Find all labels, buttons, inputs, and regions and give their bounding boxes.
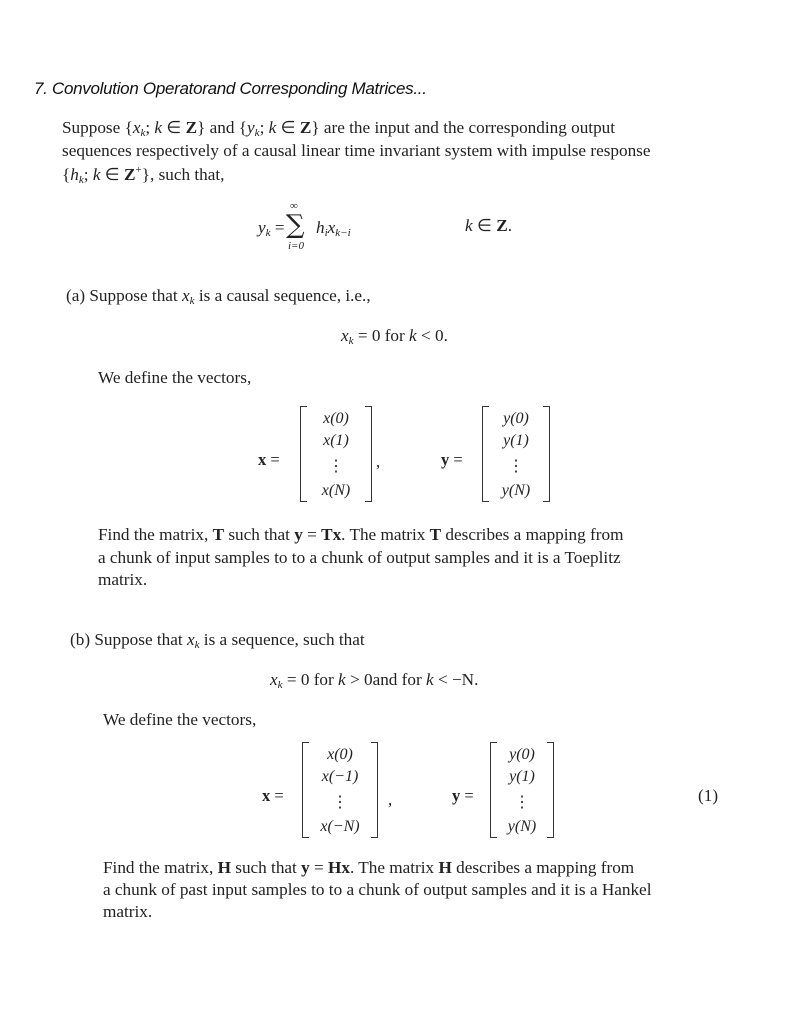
intro-line-3: {$h_k$; k ∈ Z+}, such that, bbox=[62, 164, 225, 186]
comma: , bbox=[388, 790, 393, 809]
part-a-define: We define the vectors, bbox=[98, 368, 252, 387]
part-a-y-vector bbox=[482, 406, 550, 502]
part-b-define: We define the vectors, bbox=[103, 710, 257, 729]
part-b-y-label: y = bbox=[452, 786, 474, 805]
comma: , bbox=[376, 452, 381, 471]
x-entry: x(1) bbox=[323, 432, 349, 449]
part-a-statement: (a) Suppose that $x_k$ is a causal sequence, i.e., bbox=[66, 286, 371, 307]
x-entry: x(0) bbox=[323, 410, 349, 427]
part-a-y-label: y = bbox=[441, 450, 463, 469]
x-entry: x(−N) bbox=[320, 818, 360, 835]
part-a-condition: $x_k = 0$ for k < 0. bbox=[341, 326, 448, 347]
part-b-y-vector bbox=[490, 742, 554, 838]
part-a-x-vector bbox=[300, 406, 372, 502]
x-entry: x(0) bbox=[327, 746, 353, 763]
part-b-x-label: x = bbox=[262, 786, 284, 805]
y-entry: y(N) bbox=[507, 818, 537, 835]
x-entry: x(−1) bbox=[321, 768, 359, 785]
part-b-find-line-3: matrix. bbox=[103, 902, 153, 921]
y-entry: y(N) bbox=[501, 482, 531, 499]
y-entry: y(1) bbox=[509, 768, 535, 785]
part-a-find-line-3: matrix. bbox=[98, 570, 148, 589]
x-entry: x(N) bbox=[321, 482, 351, 499]
part-a-find-line-1: Find the matrix, T such that y = Tx. The matrix T describes a mapping from bbox=[98, 525, 624, 544]
y-entry: ⋮ bbox=[514, 794, 530, 811]
part-b-condition: $x_k = 0$ for k > 0and for k < −N. bbox=[270, 670, 479, 691]
part-b-find-line-2: a chunk of past input samples to to a chunk of output samples and it is a Hankel bbox=[103, 880, 652, 899]
convolution-equation: $y_k$ = ∞ ∑ i=0 $h_ix_{k-i}$ bbox=[258, 200, 351, 252]
y-entry: y(0) bbox=[509, 746, 535, 763]
x-entry: ⋮ bbox=[328, 458, 344, 475]
equation-condition: k ∈ Z. bbox=[465, 216, 512, 235]
part-b-find-line-1: Find the matrix, H such that y = Hx. The matrix H describes a mapping from bbox=[103, 858, 635, 877]
intro-line-1: Suppose {$x_k$; k ∈ Z} and {$y_k$; k ∈ Z} are the input and the corresponding output bbox=[62, 118, 616, 139]
equation-number: (1) bbox=[698, 786, 719, 805]
y-entry: y(1) bbox=[503, 432, 529, 449]
part-b-x-vector bbox=[302, 742, 378, 838]
intro-line-2: sequences respectively of a causal linear time invariant system with impulse response bbox=[62, 141, 651, 160]
y-entry: y(0) bbox=[503, 410, 529, 427]
part-b-statement: (b) Suppose that $x_k$ is a sequence, such that bbox=[70, 630, 365, 651]
y-entry: ⋮ bbox=[508, 458, 524, 475]
x-entry: ⋮ bbox=[332, 794, 348, 811]
problem-heading: 7. Convolution Operatorand Corresponding Matrices... bbox=[34, 79, 427, 98]
part-a-find-line-2: a chunk of input samples to to a chunk of output samples and it is a Toeplitz bbox=[98, 548, 621, 567]
part-a-x-label: x = bbox=[258, 450, 280, 469]
